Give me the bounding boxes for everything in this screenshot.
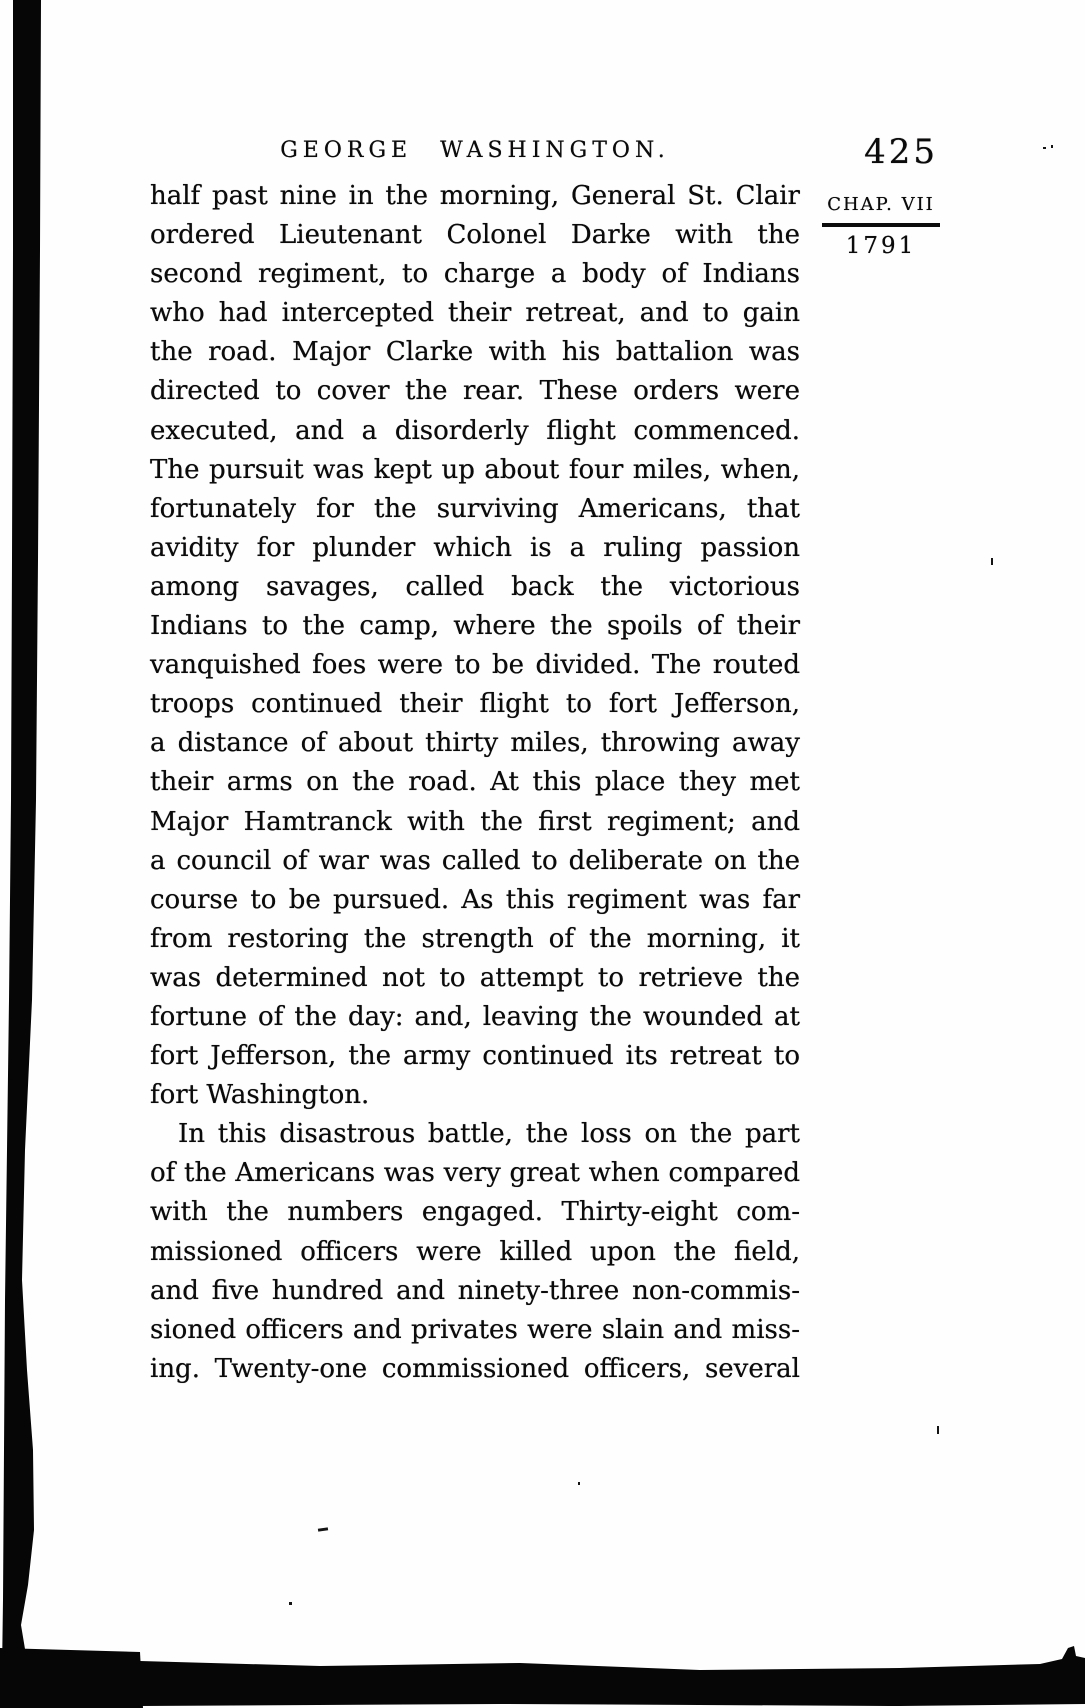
text-line: ing. Twenty-one commissioned officers, several <box>150 1353 800 1384</box>
text-line: vanquished foes were to be divided. The routed <box>150 650 800 681</box>
scan-speck <box>991 558 993 565</box>
scan-speck <box>937 1426 939 1434</box>
text-line: directed to cover the rear. These orders were <box>150 376 800 407</box>
text-line: among savages, called back the victorious <box>150 571 800 602</box>
text-line: a distance of about thirty miles, throwing away <box>150 728 800 759</box>
text-line: fortune of the day: and, leaving the wounded at <box>150 1001 800 1032</box>
text-line: a council of war was called to deliberate on the <box>150 845 800 876</box>
running-header: GEORGE WASHINGTON. <box>280 138 670 163</box>
text-line: In this disastrous battle, the loss on the part <box>178 1119 800 1150</box>
text-line: half past nine in the morning, General St. Clair <box>150 181 800 211</box>
margin-rule <box>822 223 940 227</box>
chapter-label: CHAP. VII <box>827 194 935 215</box>
margin-note <box>820 194 942 259</box>
text-line: executed, and a disorderly flight commenced. <box>150 415 800 446</box>
text-line: troops continued their flight to fort Jefferson, <box>150 689 800 720</box>
year-label: 1791 <box>845 232 917 259</box>
text-line: the road. Major Clarke with his battalion was <box>150 337 800 368</box>
text-line: missioned officers were killed upon the field, <box>150 1236 800 1267</box>
scan-speck <box>289 1602 292 1605</box>
text-line: Indians to the camp, where the spoils of their <box>150 611 800 642</box>
text-line: sioned officers and privates were slain and miss- <box>150 1314 800 1345</box>
text-line: fort Jefferson, the army continued its retreat to <box>150 1041 800 1072</box>
text-line: and five hundred and ninety-three non-commis- <box>150 1275 800 1306</box>
scan-speck <box>578 1482 580 1485</box>
text-line: who had intercepted their retreat, and to gain <box>150 298 800 329</box>
text-line: fortunately for the surviving Americans, that <box>150 493 800 524</box>
scan-speck <box>1043 147 1046 149</box>
text-line: avidity for plunder which is a ruling passion <box>150 532 800 563</box>
text-line: their arms on the road. At this place they met <box>150 767 800 798</box>
text-line: with the numbers engaged. Thirty-eight com- <box>150 1197 800 1228</box>
text-line: The pursuit was kept up about four miles, when, <box>150 454 800 485</box>
text-line: course to be pursued. As this regiment was far <box>150 884 800 915</box>
text-line: fort Washington. <box>150 1080 370 1111</box>
scan-gutter-band <box>2 0 41 1672</box>
scan-speck <box>1051 145 1053 148</box>
text-line: Major Hamtranck with the first regiment; and <box>150 806 800 837</box>
scan-bottom-bar <box>0 1646 1085 1706</box>
body-text <box>150 177 800 1389</box>
text-line: ordered Lieutenant Colonel Darke with the <box>150 220 800 251</box>
text-line: from restoring the strength of the morning, it <box>150 923 800 954</box>
text-line: was determined not to attempt to retrieve the <box>150 962 800 993</box>
text-line: of the Americans was very great when compared <box>150 1158 800 1189</box>
page-number: 425 <box>864 132 938 172</box>
text-line: second regiment, to charge a body of Indians <box>150 259 800 290</box>
